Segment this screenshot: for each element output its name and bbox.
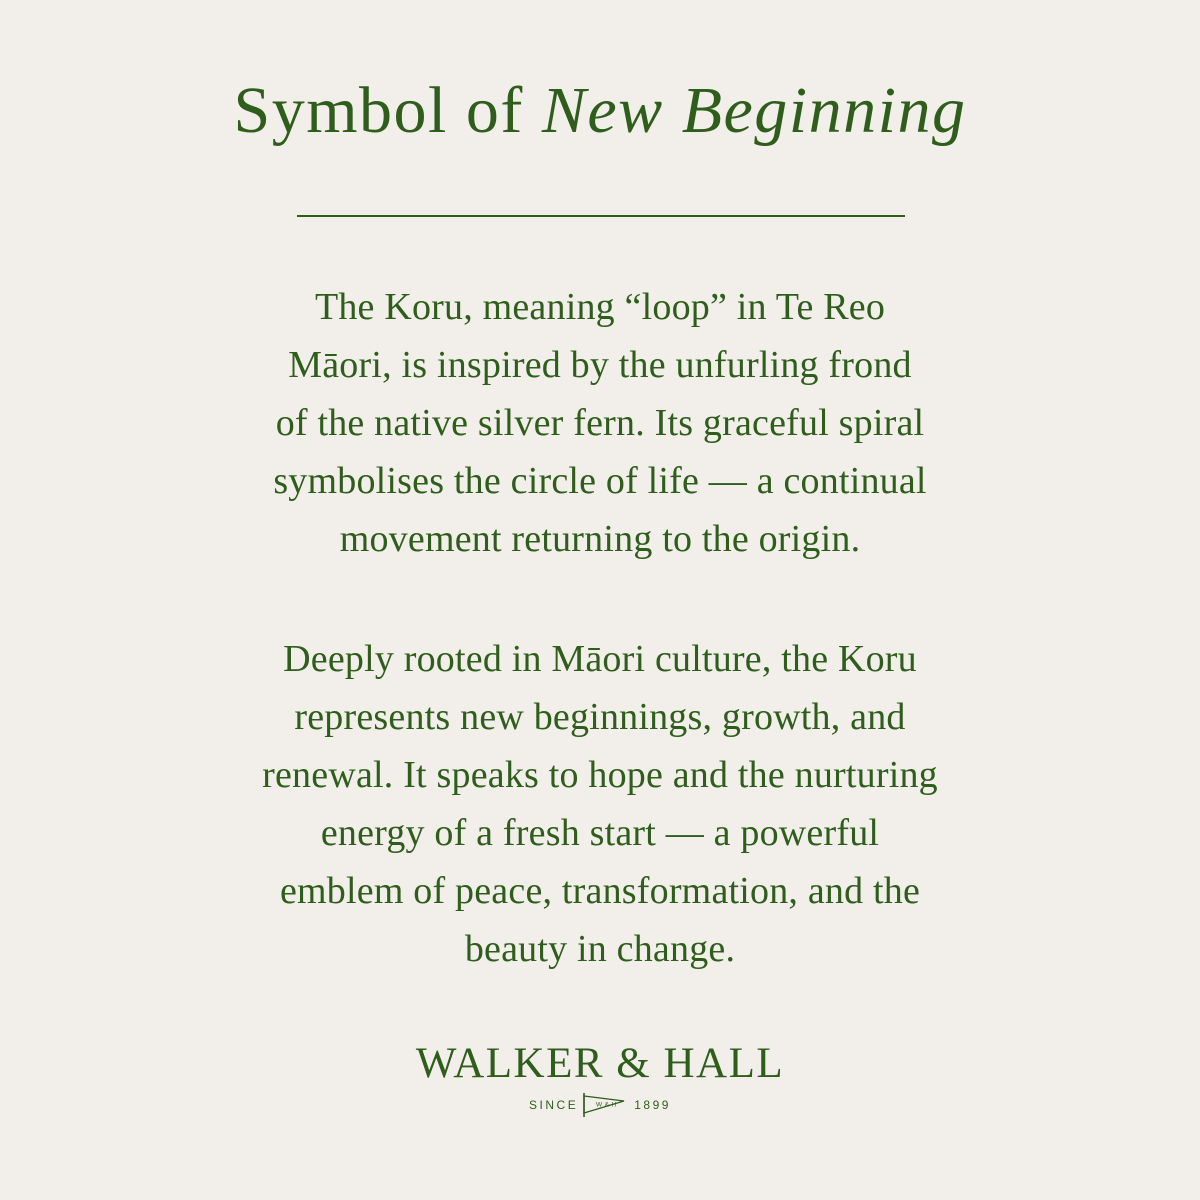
title-italic: New Beginning: [541, 74, 967, 147]
title-plain: Symbol of: [233, 74, 542, 147]
paragraph-line: The Koru, meaning “loop” in Te Reo: [314, 286, 886, 328]
paragraph-line: renewal. It speaks to hope and the nurturing: [262, 754, 938, 796]
paragraph-koru-symbolism: [150, 630, 1050, 978]
page-title: [0, 74, 1200, 147]
paragraph-line: Deeply rooted in Māori culture, the Koru: [283, 638, 917, 680]
pennant-flag-icon: [582, 1092, 628, 1118]
brand-since-row: [0, 1092, 1200, 1118]
flag-monogram: W&H: [596, 1101, 619, 1109]
paragraph-line: of the native silver fern. Its graceful spiral: [275, 402, 925, 444]
since-label: SINCE: [529, 1098, 579, 1112]
since-year: 1899: [634, 1098, 671, 1112]
paragraph-line: beauty in change.: [464, 928, 736, 970]
paragraph-koru-meaning: [150, 278, 1050, 568]
paragraph-line: represents new beginnings, growth, and: [294, 696, 906, 738]
paragraph-line: movement returning to the origin.: [339, 518, 861, 560]
title-divider: [297, 215, 905, 217]
brand-wordmark: WALKER & HALL: [415, 1040, 785, 1087]
paragraph-line: Māori, is inspired by the unfurling frond: [288, 344, 912, 386]
paragraph-line: energy of a fresh start — a powerful: [320, 812, 880, 854]
paragraph-line: symbolises the circle of life — a continual: [273, 460, 927, 502]
paragraph-line: emblem of peace, transformation, and the: [279, 870, 921, 912]
